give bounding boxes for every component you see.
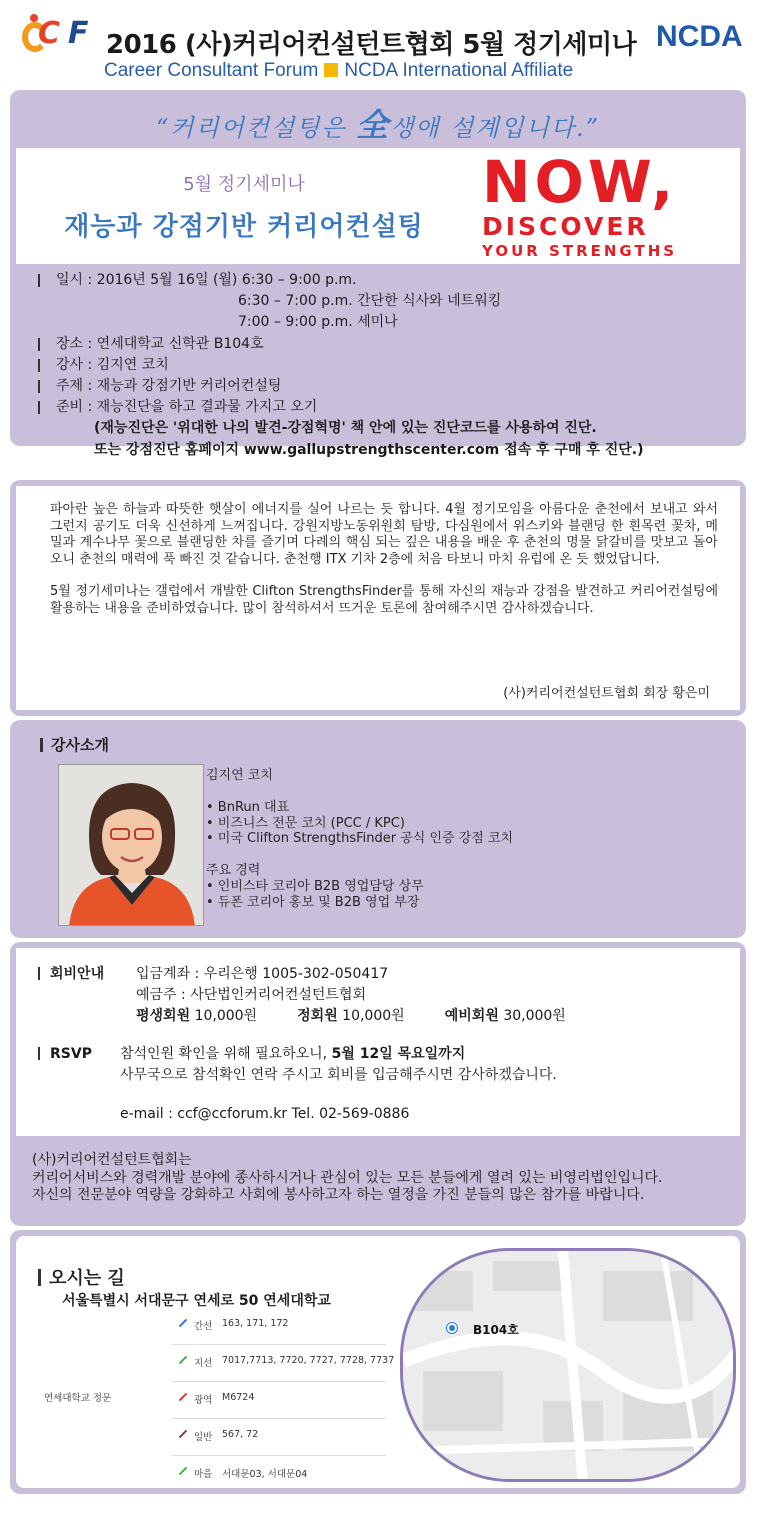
rsvp-row [38,1044,566,1065]
banner-now: NOW, [482,148,678,216]
map-pin-icon [447,1323,457,1333]
bullet-bar-icon [40,738,43,752]
fee-holder: 예금주 : 사단법인커리어컨설턴트협회 [136,986,367,1003]
speaker-name: 김지연 코치 [206,768,273,783]
seminar-big-title: 재능과 강점기반 커리어컨설팅 [64,212,424,242]
seminar-details [36,270,644,461]
bus-type: 지선 [194,1358,213,1369]
page-title: 2016 (사)커리어컨설턴트협회 5월 정기세미나 [106,30,637,60]
message-paragraph-1: 파아란 높은 하늘과 따뜻한 햇살이 에너지를 실어 나르는 듯 합니다. 4월 정기모임을 아름다운 춘천에서 보내고 와서 그런지 공기도 더욱 신선하게 느껴집니다. 강원지방노동위원회 탐방, 다심원에서 위스키와 블랜딩 한 흰목련 꽃차, 메밀과 계수나무 꽃으로 블랜딩한 차를 즐기며 다례의 핵심 되는 깊은 내용을 배운 후 춘천의 명물 닭갈비를 맛보고 돌아오니 춘천의 매력에 푹 빠진 것 같습니다. 춘천행 ITX 기차 2층에 처음 타보니 마치 유럽에 온 듯 했었답니다. [50,502,718,567]
bullet-bar-icon [38,1269,41,1286]
fee-row-account [38,964,566,985]
speaker-item: • 미국 Clifton StrengthsFinder 공식 인증 강점 코치 [206,831,514,847]
tier2-label: 정회원 [297,1007,338,1024]
header-subtitle [104,60,573,82]
detail-place-text: 장소 : 연세대학교 신학관 B104호 [56,335,264,352]
logo-f-letter: F [68,16,89,51]
detail-date [36,270,644,291]
subtitle-left: Career Consultant Forum [104,60,319,81]
detail-prep-text: 준비 : 재능진단을 하고 결과물 가지고 오기 [56,399,318,416]
banner-your-strengths: YOUR STRENGTHS [482,242,678,260]
rsvp-label-text: RSVP [50,1046,92,1063]
bus-icon [179,1356,187,1364]
bus-type: 일반 [194,1432,213,1443]
detail-date-text: 일시 : 2016년 5월 16일 (월) 6:30 – 9:00 p.m. [56,272,357,288]
spacer [206,847,513,863]
slogan [10,100,746,146]
fee-label [38,964,114,985]
seminar-panel [10,90,746,458]
seminar-title-box [16,148,740,264]
logo-dot-icon [30,14,38,22]
org-line1: (사)커리어컨설턴트협회는 [32,1152,192,1168]
bus-numbers: 163, 171, 172 [222,1318,289,1329]
bus-icon [179,1319,187,1327]
tier1-label: 평생회원 [136,1007,191,1024]
slogan-emph: 全 [356,106,391,144]
bus-icon [179,1467,187,1475]
speaker-photo [58,764,204,926]
speaker-item: • BnRun 대표 [206,799,290,815]
speaker-item: • 비즈니스 전문 코치 (PCC / KPC) [206,815,405,831]
detail-speaker [36,355,644,376]
bus-row [172,1382,386,1419]
bus-row [172,1345,395,1382]
tier3-value: 30,000원 [503,1007,566,1024]
org-line3: 자신의 전문분야 역량을 강화하고 사회에 봉사하고자 하는 열정을 가진 분들의 많은 참가를 바랍니다. [32,1187,645,1204]
president-message [50,502,718,634]
rsvp-line1a: 참석인원 확인을 위해 필요하오니, [120,1046,332,1063]
career-item: • 인비스타 코리아 B2B 영업담당 상무 [206,878,424,894]
detail-prep-note2: 또는 강점진단 홈페이지 www.gallupstrengthscenter.com 접속 후 구매 후 진단.) [94,441,644,458]
fee-account: 입금계좌 : 우리은행 1005-302-050417 [136,966,389,982]
detail-prep-note1: (재능진단은 '위대한 나의 발견-강점혁명' 책 안에 있는 진단코드를 사용하여 진단. [94,420,597,437]
fee-info [38,964,566,1125]
rsvp-deadline: 5월 12일 목요일까지 [331,1046,466,1063]
logo-c-letter: C [38,16,61,51]
fee-tiers [38,1006,566,1027]
detail-place [36,334,644,355]
bus-numbers: 서대문03, 서대문04 [222,1469,308,1480]
bus-stop-name: 연세대학교 정문 [44,1393,112,1404]
tier3-label: 예비회원 [444,1007,499,1024]
fee-box [16,948,740,1136]
fee-panel [10,942,746,1226]
bus-icon [179,1393,187,1401]
speaker-portrait-icon [59,765,204,926]
org-line2: 커리어서비스와 경력개발 분야에 종사하시거나 관심이 있는 모든 분들에게 열려 있는 비영리법인입니다. [32,1169,663,1186]
career-title: 주요 경력 [206,863,261,879]
bullet-bar-icon [38,338,40,351]
yellow-square-icon [324,63,338,77]
message-signature: (사)커리어컨설턴트협회 회장 황은미 [503,686,710,701]
directions-title-text: 오시는 길 [49,1268,125,1289]
spacer [206,784,513,800]
tier1-value: 10,000원 [194,1007,258,1024]
subtitle-right: NCDA International Affiliate [344,60,574,81]
speaker-bio [206,768,513,911]
map-location-label: B104호 [473,1323,519,1337]
bus-numbers: M6724 [222,1392,255,1403]
directions-panel [10,1230,746,1494]
detail-prep [36,397,644,418]
detail-date-sub2: 7:00 – 9:00 p.m. 세미나 [238,314,398,331]
bus-row [172,1419,386,1456]
directions-address: 서울특별시 서대문구 연세로 50 연세대학교 [62,1293,331,1309]
now-discover-banner [482,148,714,260]
speaker-section-title [40,734,109,755]
bus-type: 간선 [194,1321,213,1332]
detail-speaker-text: 강사 : 김지연 코치 [56,356,169,373]
bus-type: 광역 [194,1395,213,1406]
speaker-panel [10,720,746,938]
directions-title [38,1264,125,1290]
spacer [38,1026,566,1044]
bus-type: 마을 [194,1469,213,1480]
ncda-logo: NCDA [656,20,743,53]
ccf-logo [22,14,94,56]
spacer [38,1086,566,1104]
directions-box [16,1236,740,1488]
detail-topic-text: 주제 : 재능과 강점기반 커리어컨설팅 [56,378,282,395]
header [0,0,758,90]
bus-numbers: 567, 72 [222,1429,259,1440]
detail-topic [36,376,644,397]
fee-label-text: 회비안내 [50,966,105,982]
rsvp-contact[interactable]: e-mail : ccf@ccforum.kr Tel. 02-569-0886 [120,1105,410,1122]
banner-discover: DISCOVER [482,212,649,241]
slogan-before: “커리어컨설팅은 [155,114,357,142]
bullet-bar-icon [38,274,40,287]
rsvp-label [38,1044,98,1065]
tier2-value: 10,000원 [342,1007,405,1024]
org-description [32,1152,662,1205]
speaker-section-title-text: 강사소개 [51,736,109,754]
bus-numbers: 7017,7713, 7720, 7727, 7728, 7737 [222,1355,395,1366]
bus-row [172,1456,386,1493]
rsvp-line2: 사무국으로 참석확인 연락 주시고 회비를 입금해주시면 감사하겠습니다. [120,1067,557,1084]
bus-icon [179,1430,187,1438]
message-panel [10,480,746,716]
bullet-bar-icon [38,401,40,414]
message-paragraph-2: 5월 정기세미나는 갤럽에서 개발한 Clifton StrengthsFinder를 통해 자신의 재능과 강점을 발견하고 커리어컨설팅에 활용하는 내용을 준비하였습니다. 많이 참석하셔서 뜨거운 토론에 참여해주시면 감사하겠습니다. [50,584,718,616]
map-icon [403,1251,736,1482]
detail-date-sub1: 6:30 – 7:00 p.m. 간단한 식사와 네트워킹 [238,293,502,310]
seminar-small-title: 5월 정기세미나 [183,174,305,195]
message-box [16,486,740,710]
bullet-bar-icon [38,967,40,980]
bus-row [172,1308,386,1345]
career-item: • 듀폰 코리아 홍보 및 B2B 영업 부장 [206,894,420,910]
campus-map[interactable] [400,1248,736,1482]
bullet-bar-icon [38,1047,40,1060]
slogan-after: 생애 설계입니다.” [390,114,601,142]
bullet-bar-icon [38,359,40,372]
bullet-bar-icon [38,380,40,393]
